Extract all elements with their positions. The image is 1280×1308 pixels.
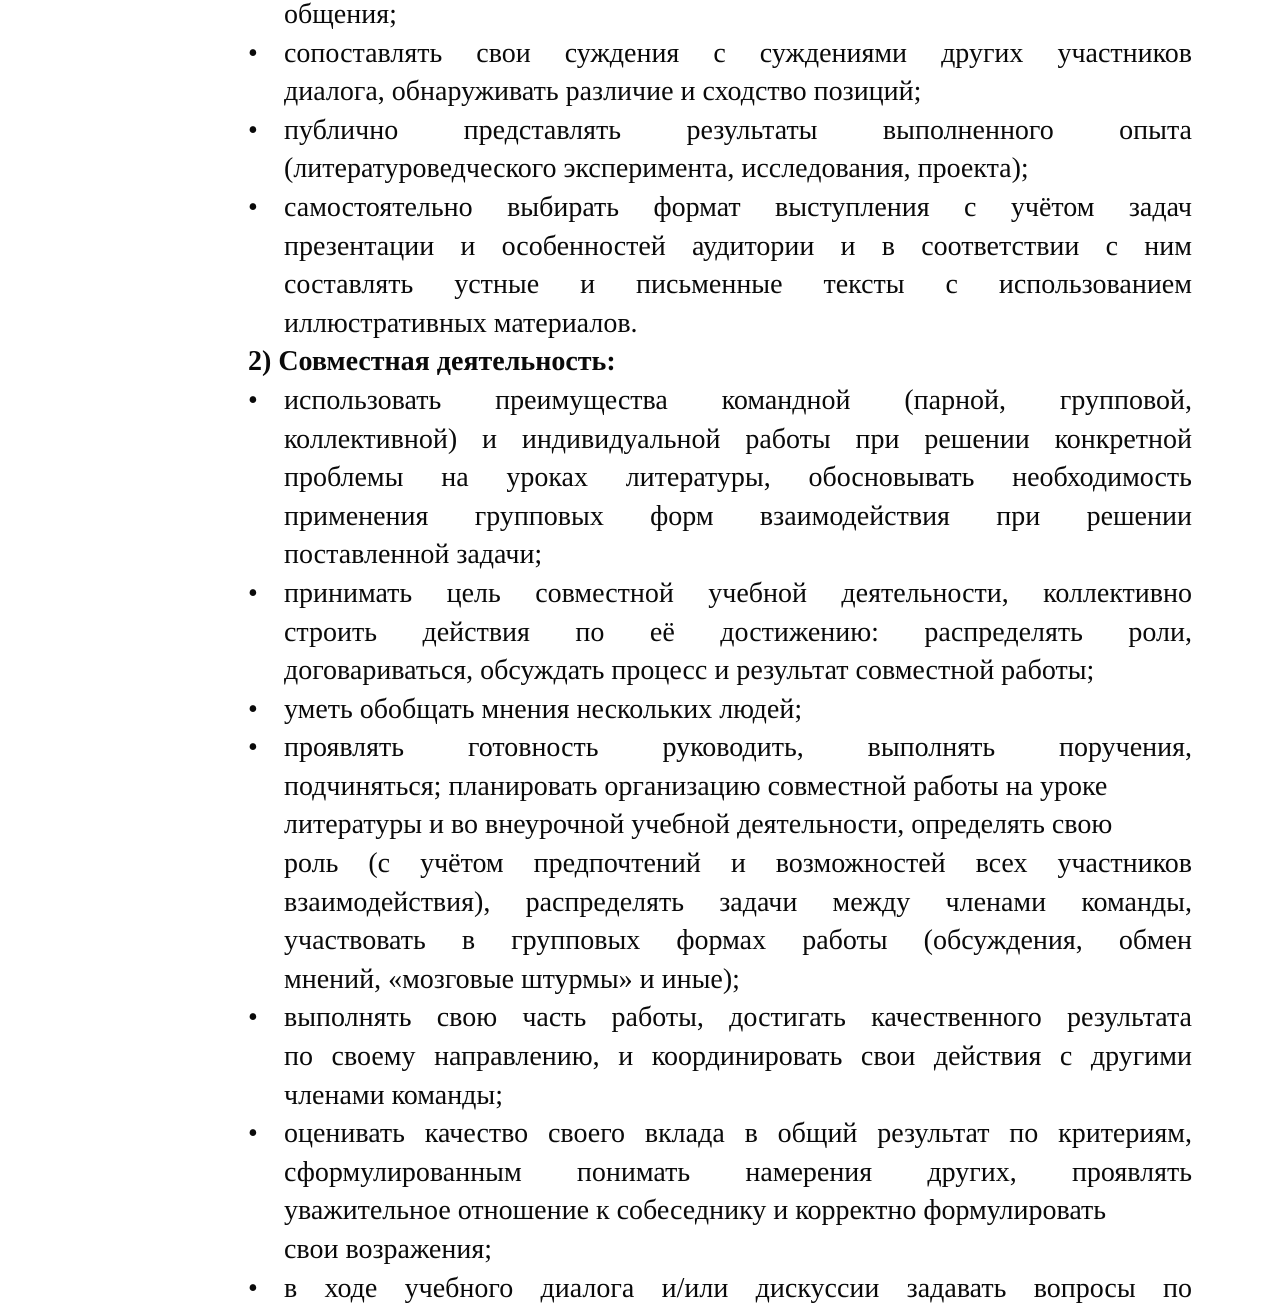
- text-line: [248, 305, 1192, 344]
- text-line: [248, 1154, 1192, 1193]
- word: на: [441, 462, 469, 494]
- word: задавать: [906, 1272, 1007, 1304]
- word: коллективно: [1043, 577, 1192, 609]
- word: достижению:: [720, 616, 879, 648]
- word: формах: [676, 925, 767, 957]
- word: с: [1105, 230, 1119, 262]
- word: выполнять: [867, 732, 996, 764]
- list-item: [248, 999, 1192, 1038]
- word: принимать: [284, 577, 413, 609]
- word: презентации: [284, 230, 435, 262]
- word: участников: [1057, 37, 1192, 69]
- word: сопоставлять: [284, 37, 443, 69]
- line-text: [284, 575, 1192, 614]
- word: самостоятельно: [284, 191, 473, 223]
- word: предпочтений: [533, 848, 701, 880]
- word: между: [832, 886, 911, 918]
- word: распределять: [525, 886, 684, 918]
- word: устные: [454, 269, 540, 301]
- bullet-marker: •: [248, 37, 258, 69]
- list-item: [248, 575, 1192, 614]
- word: и/или: [661, 1272, 729, 1304]
- word: с: [713, 37, 726, 69]
- text-line: [248, 652, 1192, 691]
- text-line: [248, 806, 1192, 845]
- word: направлению,: [434, 1041, 600, 1073]
- text-line: [248, 150, 1192, 189]
- word: выступления: [775, 191, 930, 223]
- word: проявлять: [1071, 1156, 1192, 1188]
- line-text: уважительное отношение к собеседнику и корректно формулировать: [284, 1195, 1107, 1227]
- bullet-marker: •: [248, 732, 258, 764]
- section-heading: [248, 343, 1192, 382]
- bullet-marker: •: [248, 1118, 258, 1150]
- word: и: [460, 230, 476, 262]
- text-line: [248, 228, 1192, 267]
- text-line: [248, 0, 1192, 35]
- line-text: [284, 1270, 1192, 1308]
- word: и: [580, 269, 596, 301]
- line-text: подчиняться; планировать организацию совместной работы на уроке: [284, 770, 1108, 802]
- word: качество: [424, 1118, 529, 1150]
- word: задач: [1128, 191, 1192, 223]
- bullet-marker: •: [248, 1002, 258, 1034]
- word: командной: [721, 384, 851, 416]
- word: форм: [650, 500, 714, 532]
- word: вопросы: [1033, 1272, 1136, 1304]
- word: ним: [1144, 230, 1192, 262]
- text-line: [248, 1077, 1192, 1116]
- word: индивидуальной: [521, 423, 721, 455]
- word: формат: [653, 191, 741, 223]
- word: учебной: [708, 577, 807, 609]
- word: дискуссии: [755, 1272, 880, 1304]
- word: деятельности,: [841, 577, 1009, 609]
- word: участников: [1057, 848, 1192, 880]
- word: критериям,: [1058, 1118, 1192, 1150]
- line-text: [284, 421, 1192, 460]
- line-text: [284, 614, 1192, 653]
- word: по: [1009, 1118, 1039, 1150]
- word: готовность: [467, 732, 599, 764]
- word: достигать: [729, 1002, 846, 1034]
- word: задачи: [719, 886, 798, 918]
- list-item: [248, 1270, 1192, 1308]
- word: литературы,: [625, 462, 771, 494]
- text-line: [248, 498, 1192, 537]
- word: результат: [877, 1118, 990, 1150]
- word: по: [284, 1041, 313, 1073]
- word: результаты: [686, 114, 818, 146]
- line-text: [284, 189, 1192, 228]
- text-line: [248, 1192, 1192, 1231]
- word: представлять: [463, 114, 622, 146]
- word: групповой,: [1059, 384, 1192, 416]
- line-text: [284, 498, 1192, 537]
- word: обмен: [1118, 925, 1192, 957]
- line-text: диалога, обнаруживать различие и сходство позиций;: [284, 76, 922, 108]
- word: её: [649, 616, 675, 648]
- line-text: [284, 382, 1192, 421]
- word: своему: [331, 1041, 416, 1073]
- text-line: [248, 845, 1192, 884]
- word: с: [964, 191, 977, 223]
- word: соответствии: [921, 230, 1080, 262]
- word: совместной: [535, 577, 674, 609]
- word: взаимодействия: [759, 500, 950, 532]
- word: возможностей: [775, 848, 946, 880]
- word: координировать: [651, 1041, 843, 1073]
- text-line: [248, 421, 1192, 460]
- word: публично: [284, 114, 399, 146]
- word: намерения: [745, 1156, 873, 1188]
- word: конкретной: [1054, 423, 1192, 455]
- line-text: литературы и во внеурочной учебной деятельности, определять свою: [284, 809, 1113, 841]
- line-text: иллюстративных материалов.: [284, 307, 638, 339]
- word: по: [1162, 1272, 1192, 1304]
- text-line: [248, 459, 1192, 498]
- word: учётом: [1010, 191, 1095, 223]
- word: аудитории: [692, 230, 815, 262]
- line-text: [284, 845, 1192, 884]
- text-line: [248, 1038, 1192, 1077]
- line-text: поставленной задачи;: [284, 539, 543, 571]
- line-text: [284, 459, 1192, 498]
- line-text: [284, 35, 1192, 74]
- line-text: свои возражения;: [284, 1234, 492, 1265]
- text-line: [248, 1231, 1192, 1270]
- text-line: [248, 884, 1192, 923]
- word: решении: [1086, 500, 1192, 532]
- line-text: [284, 922, 1192, 961]
- word: сформулированным: [284, 1156, 522, 1188]
- word: при: [996, 500, 1041, 532]
- word: своего: [548, 1118, 626, 1150]
- word: понимать: [576, 1156, 691, 1188]
- word: работы: [745, 423, 831, 455]
- bullet-marker: •: [248, 191, 258, 223]
- bullet-marker: •: [248, 384, 258, 416]
- text-line: [248, 922, 1192, 961]
- word: в: [881, 230, 895, 262]
- line-text: членами команды;: [284, 1079, 504, 1111]
- word: и: [730, 848, 746, 880]
- word: суждениями: [759, 37, 908, 69]
- word: всех: [975, 848, 1028, 880]
- word: письменные: [636, 269, 783, 301]
- line-text: [284, 999, 1192, 1038]
- list-item: [248, 1115, 1192, 1154]
- word: общий: [777, 1118, 858, 1150]
- word: составлять: [284, 269, 414, 301]
- word: (с: [368, 848, 391, 880]
- word: свои: [860, 1041, 916, 1073]
- word: обосновывать: [808, 462, 975, 494]
- word: действия: [933, 1041, 1042, 1073]
- word: другими: [1090, 1041, 1192, 1073]
- bullet-marker: •: [248, 114, 258, 146]
- text-line: [248, 266, 1192, 305]
- line-text: [284, 1038, 1192, 1077]
- word: групповых: [474, 500, 604, 532]
- list-item: [248, 729, 1192, 768]
- word: свою: [436, 1002, 498, 1034]
- word: по: [575, 616, 605, 648]
- word: выполнять: [284, 1002, 412, 1034]
- word: проблемы: [284, 462, 404, 494]
- word: (обсуждения,: [923, 925, 1083, 957]
- list-item: [248, 691, 1192, 730]
- word: роль: [284, 848, 339, 880]
- text-line: [248, 768, 1192, 807]
- word: команды,: [1081, 886, 1192, 918]
- word: с: [1059, 1041, 1073, 1073]
- word: других: [941, 37, 1024, 69]
- bullet-marker: •: [248, 577, 258, 609]
- word: ходе: [324, 1272, 378, 1304]
- word: тексты: [823, 269, 905, 301]
- word: уроках: [506, 462, 588, 494]
- word: опыта: [1119, 114, 1192, 146]
- word: членами: [945, 886, 1047, 918]
- word: участвовать: [284, 925, 426, 957]
- word: выполненного: [882, 114, 1054, 146]
- line-text: [284, 1154, 1192, 1193]
- word: качественного: [871, 1002, 1042, 1034]
- word: работы,: [611, 1002, 704, 1034]
- line-text: договариваться, обсуждать процесс и результат совместной работы;: [284, 655, 1095, 687]
- word: учебного: [404, 1272, 514, 1304]
- word: часть: [522, 1002, 587, 1034]
- line-text: общения;: [284, 0, 397, 30]
- word: коллективной): [284, 423, 458, 455]
- list-item: [248, 382, 1192, 421]
- word: вклада: [644, 1118, 725, 1150]
- word: и: [840, 230, 856, 262]
- word: в: [284, 1272, 298, 1304]
- word: роли,: [1128, 616, 1192, 648]
- line-text: уметь обобщать мнения нескольких людей;: [284, 693, 803, 725]
- word: использовать: [284, 384, 442, 416]
- word: групповых: [511, 925, 641, 957]
- word: результата: [1067, 1002, 1192, 1034]
- word: поручения,: [1059, 732, 1192, 764]
- word: решении: [924, 423, 1030, 455]
- word: работы: [802, 925, 888, 957]
- line-text: мнений, «мозговые штурмы» и иные);: [284, 963, 740, 995]
- bullet-marker: •: [248, 1272, 258, 1304]
- word: диалога: [540, 1272, 635, 1304]
- line-text: [284, 266, 1192, 305]
- word: свои: [476, 37, 531, 69]
- word: применения: [284, 500, 429, 532]
- word: с: [945, 269, 958, 301]
- word: в: [461, 925, 476, 957]
- word: в: [744, 1118, 758, 1150]
- word: использованием: [998, 269, 1192, 301]
- word: распределять: [924, 616, 1083, 648]
- word: необходимость: [1012, 462, 1192, 494]
- word: оценивать: [284, 1118, 405, 1150]
- word: других,: [927, 1156, 1017, 1188]
- text-line: [248, 73, 1192, 112]
- word: строить: [284, 616, 377, 648]
- word: учётом: [420, 848, 504, 880]
- word: особенностей: [501, 230, 666, 262]
- word: и: [482, 423, 497, 455]
- word: (парной,: [904, 384, 1007, 416]
- line-text: 2) Совместная деятельность:: [248, 346, 616, 378]
- line-text: [284, 112, 1192, 151]
- word: выбирать: [507, 191, 620, 223]
- list-item: [248, 189, 1192, 228]
- word: цель: [446, 577, 501, 609]
- list-item: [248, 112, 1192, 151]
- line-text: [284, 1115, 1192, 1154]
- text-line: [248, 614, 1192, 653]
- word: действия: [422, 616, 530, 648]
- bullet-marker: •: [248, 693, 258, 725]
- word: и: [618, 1041, 634, 1073]
- line-text: (литературоведческого эксперимента, исследования, проекта);: [284, 153, 1029, 185]
- word: суждения: [564, 37, 680, 69]
- document-text-block: [248, 0, 1192, 1308]
- word: руководить,: [662, 732, 804, 764]
- line-text: [284, 884, 1192, 923]
- text-line: [248, 536, 1192, 575]
- word: проявлять: [284, 732, 405, 764]
- text-line: [248, 961, 1192, 1000]
- word: преимущества: [495, 384, 668, 416]
- word: при: [855, 423, 900, 455]
- word: взаимодействия),: [284, 886, 491, 918]
- line-text: [284, 228, 1192, 267]
- list-item: [248, 35, 1192, 74]
- line-text: [284, 729, 1192, 768]
